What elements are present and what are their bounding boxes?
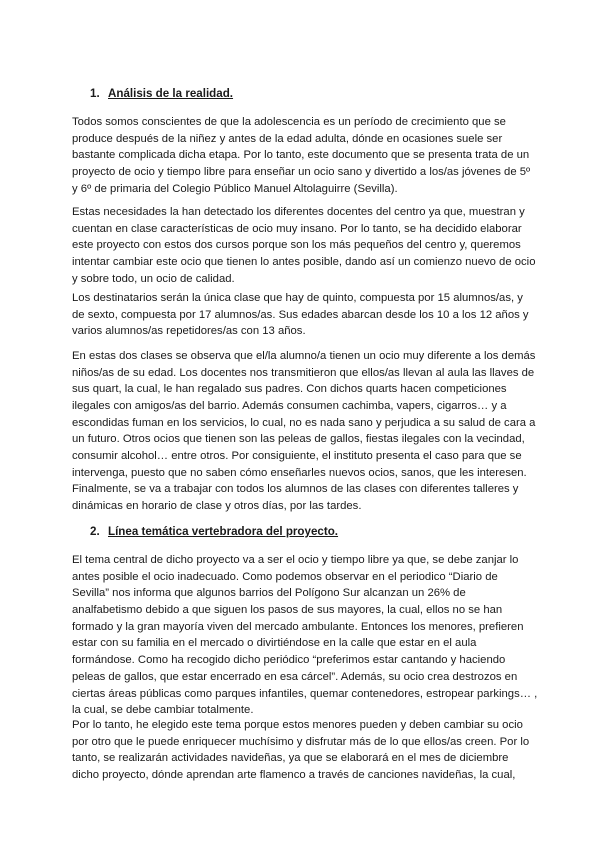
section-1-title: Análisis de la realidad. bbox=[108, 87, 234, 100]
paragraph bbox=[72, 717, 542, 784]
text-line: formándose. Como ha recogido dicho periódico “preferimos estar cantando y haciendo bbox=[72, 654, 506, 667]
text-line: peleas de gallos, que estar encerrado en esa cárcel”. Además, su ocio crea destrozos en bbox=[72, 670, 518, 683]
text-line: escondidas fuman en los servicios, lo cual, no es nada sano y perjudica a su salud de cara a bbox=[72, 416, 536, 429]
text-line: dicho proyecto, dónde aprendan arte flamenco a través de canciones navideñas, la cual, bbox=[72, 769, 516, 782]
text-line: sus quart, la cual, le han regalado sus padres. Con dichos quarts hacen competiciones bbox=[72, 383, 507, 396]
text-line: En estas dos clases se observa que el/la alumno/a tienen un ocio muy diferente a los demás bbox=[72, 350, 536, 362]
text-line: formado y la gran mayoría viven del mercado ambulante. Entonces los menores, prefieren bbox=[72, 620, 524, 633]
text-line: varios alumnos/as repetidores/as con 13 años. bbox=[72, 325, 306, 338]
text-line: y sobre todo, un ocio de calidad. bbox=[72, 272, 235, 285]
text-line: y 6º de primaria del Colegio Público Manuel Altolaguirre (Sevilla). bbox=[72, 182, 398, 195]
text-line: antes posible el ocio inadecuado. Como podemos observar en el periodico “Diario de bbox=[72, 570, 498, 583]
text-line: Los destinatarios serán la única clase que hay de quinto, compuesta por 15 alumnos/as, y bbox=[72, 292, 523, 304]
text-line: estar con su familia en el mercado o divirtiéndose en la calle que estar en el aula bbox=[72, 637, 477, 650]
text-line: ilegales con amigos/as del barrio. Además consumen cachimba, vapers, cigarros… y a bbox=[72, 400, 507, 413]
paragraph bbox=[72, 552, 542, 719]
text-line: Por lo tanto, he elegido este tema porque estos menores pueden y deben cambiar su ocio bbox=[72, 719, 523, 731]
text-line: tanto, se realizarán actividades navideñas, ya que se elaborará en el mes de diciembre bbox=[72, 752, 509, 765]
paragraph bbox=[72, 481, 542, 514]
paragraph bbox=[72, 348, 542, 482]
text-line: Estas necesidades la han detectado los diferentes docentes del centro ya que, muestran y bbox=[72, 206, 525, 218]
text-line: de sexto, compuesta por 17 alumnos/as. Sus edades abarcan desde los 10 a los 12 años y bbox=[72, 308, 529, 321]
text-line: Todos somos conscientes de que la adolescencia es un período de crecimiento que se bbox=[72, 116, 506, 128]
text-line: El tema central de dicho proyecto va a ser el ocio y tiempo libre ya que, se debe zanjar lo bbox=[72, 554, 519, 566]
section-1-heading bbox=[90, 87, 233, 100]
text-line: cuentan en clase características de ocio muy insano. Por lo tanto, se ha decidido elaborar bbox=[72, 222, 522, 235]
text-line: Sevilla” nos informa que algunos barrios del Polígono Sur alcanzan un 26% de bbox=[72, 587, 466, 600]
section-2-number: 2. bbox=[90, 525, 100, 538]
text-line: ciertas áreas públicas como parques infantiles, quemar contenedores, estropear parkings… , bbox=[72, 687, 538, 700]
section-2-heading bbox=[90, 525, 338, 538]
text-line: analfabetismo debido a que siguen los pasos de sus mayores, la cual, ellos no se han bbox=[72, 604, 503, 617]
text-line: la cual, se debe cambiar totalmente. bbox=[72, 704, 254, 717]
text-line: por otro que le puede enriquecer muchísimo y disfrutar más de lo que ellos/as creen. Por lo bbox=[72, 735, 530, 748]
text-line: consumir alcohol… entre otros. Por consiguiente, el instituto presenta el caso para que se bbox=[72, 450, 522, 463]
text-line: bastante complicada dicha etapa. Por lo tanto, este documento que se presenta trata de un bbox=[72, 149, 530, 162]
text-line: un futuro. Otros ocios que tienen son las peleas de gallos, fiestas ilegales con la vecindad, bbox=[72, 433, 525, 446]
text-line: proyecto de ocio y tiempo libre para enseñar un ocio sano y divertido a los/as jóvenes de 5º bbox=[72, 166, 531, 179]
text-line: dinámicas en horario de clase y otros días, por las tardes. bbox=[72, 499, 362, 512]
text-line: intentar cambiar este ocio que tienen lo antes posible, dando así un comienzo nuevo de ocio bbox=[72, 256, 536, 269]
text-line: intervenga, puesto que no saben cómo enseñarles nuevos ocios, sanos, que les interesen. bbox=[72, 466, 527, 479]
paragraph bbox=[72, 114, 542, 197]
section-2-title: Línea temática vertebradora del proyecto. bbox=[108, 525, 339, 538]
text-line: Finalmente, se va a trabajar con todos los alumnos de las clases con diferentes talleres y bbox=[72, 483, 519, 495]
text-line: este proyecto con estos dos cursos porque son los más pequeños del centro y, queremos bbox=[72, 239, 521, 252]
text-line: produce después de la niñez y antes de la edad adulta, dónde en ocasiones suele ser bbox=[72, 132, 503, 145]
paragraph bbox=[72, 204, 542, 287]
text-line: niños/as de su edad. Los docentes nos transmitieron que ellos/as llevan al aula las llaves de bbox=[72, 366, 535, 379]
section-1-number: 1. bbox=[90, 87, 100, 100]
paragraph bbox=[72, 290, 542, 340]
